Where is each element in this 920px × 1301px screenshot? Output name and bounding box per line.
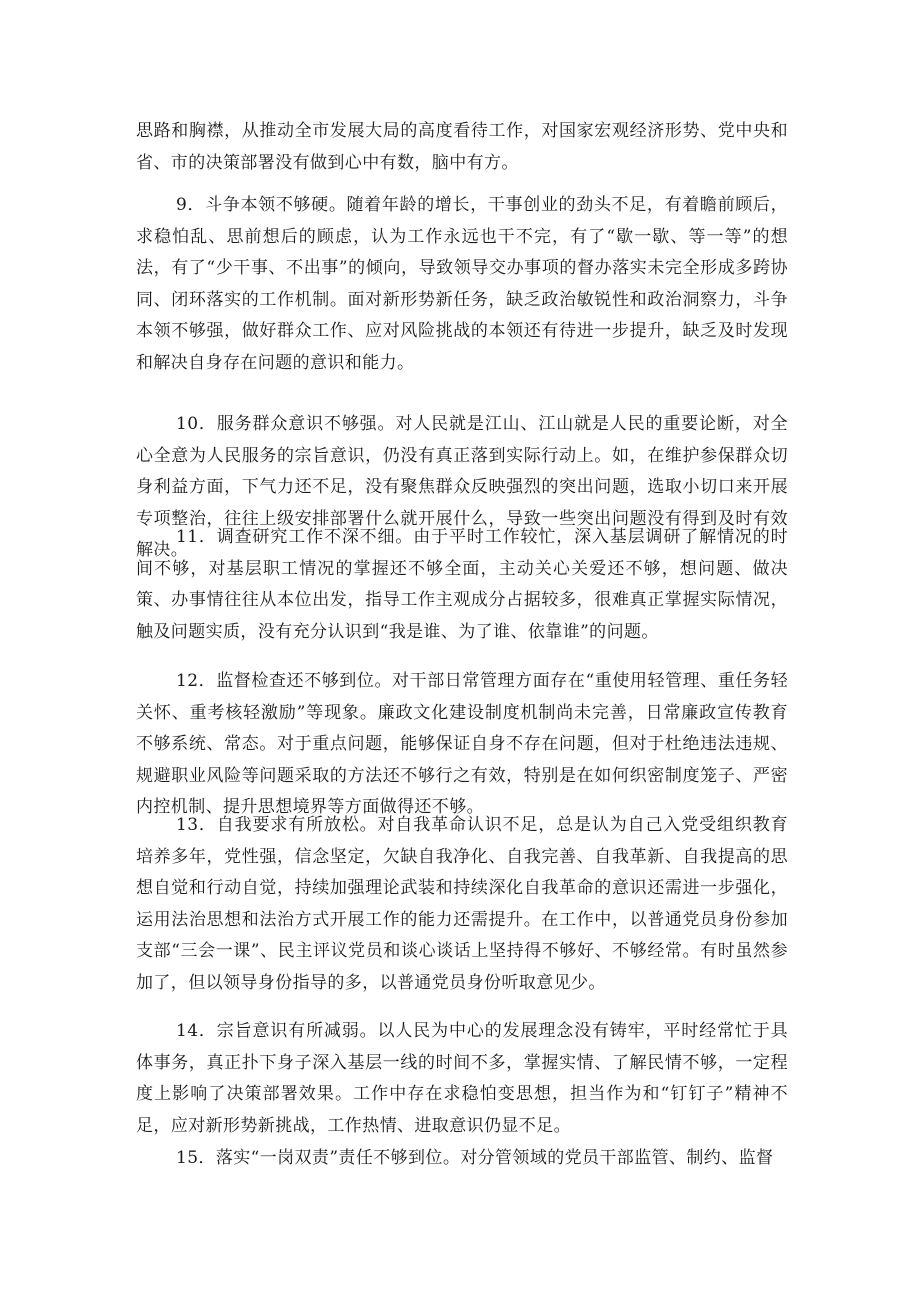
paragraph-item-11: 11．调查研究工作不深不细。由于平时工作较忙，深入基层调研了解情况的时间不够，对基层职工情况的掌握还不够全面，主动关心关爱还不够，想问题、做决策、办事情往往从本位出发，指导工作主观成分占据较多，很难真正掌握实际情况，触及问题实质，没有充分认识到“我是谁、为了谁、依靠谁”的问题。 bbox=[136, 527, 788, 642]
paragraph-item-15: 15．落实“一岗双责”责任不够到位。对分管领域的党员干部监管、制约、监督 bbox=[176, 1148, 774, 1168]
paragraph-item-13: 13．自我要求有所放松。对自我革命认识不足，总是认为自己入党受组织教育培养多年，党性强，信念坚定，欠缺自我净化、自我完善、自我革新、自我提高的思想自觉和行动自觉，持续加强理论武装和持续深化自我革命的意识还需进一步强化，运用法治思想和法治方式开展工作的能力还需提升。在工作中，以普通党员身份参加支部“三会一课”、民主评议党员和谈心谈话上坚持得不够好、不够经常。有时虽然参加了，但以领导身份指导的多，以普通党员身份听取意见少。 bbox=[136, 815, 788, 993]
paragraph-item-10: 10．服务群众意识不够强。对人民就是江山、江山就是人民的重要论断，对全心全意为人民服务的宗旨意识，仍没有真正落到实际行动上。如，在维护参保群众切身利益方面，下气力还不足，没有聚焦群众反映强烈的突出问题，选取小切口来开展专项整治，往往上级安排部署什么就开展什么，导致一些突出问题没有得到及时有效解决。 bbox=[136, 414, 788, 560]
paragraph-item-9: 9．斗争本领不够硬。随着年龄的增长，干事创业的劲头不足，有着瞻前顾后，求稳怕乱、思前想后的顾虑，认为工作永远也干不完，有了“歇一歇、等一等”的想法，有了“少干事、不出事”的倾向，导致领导交办事项的督办落实未完全形成多跨协同、闭环落实的工作机制。面对新形势新任务，缺乏政治敏锐性和政治洞察力，斗争本领不够强，做好群众工作、应对风险挑战的本领还有待进一步提升，缺乏及时发现和解决自身存在问题的意识和能力。 bbox=[136, 195, 788, 373]
paragraph-item-14: 14．宗旨意识有所减弱。以人民为中心的发展理念没有铸牢，平时经常忙于具体事务，真正扑下身子深入基层一线的时间不多，掌握实情、了解民情不够，一定程度上影响了决策部署效果。工作中存在求稳怕变思想，担当作为和“钉钉子”精神不足，应对新形势新挑战，工作热情、进取意识仍显不足。 bbox=[136, 1021, 788, 1136]
paragraph-item-12: 12．监督检查还不够到位。对干部日常管理方面存在“重使用轻管理、重任务轻关怀、重考核轻激励”等现象。廉政文化建设制度机制尚未完善，日常廉政宣传教育不够系统、常态。对于重点问题，能够保证自身不存在问题，但对于杜绝违法违规、规避职业风险等问题采取的方法还不够行之有效，特别是在如何织密制度笼子、严密内控机制、提升思想境界等方面做得还不够。 bbox=[136, 671, 788, 817]
paragraph-continuation: 思路和胸襟，从推动全市发展大局的高度看待工作，对国家宏观经济形势、党中央和省、市的决策部署没有做到心中有数，脑中有方。 bbox=[136, 121, 788, 173]
